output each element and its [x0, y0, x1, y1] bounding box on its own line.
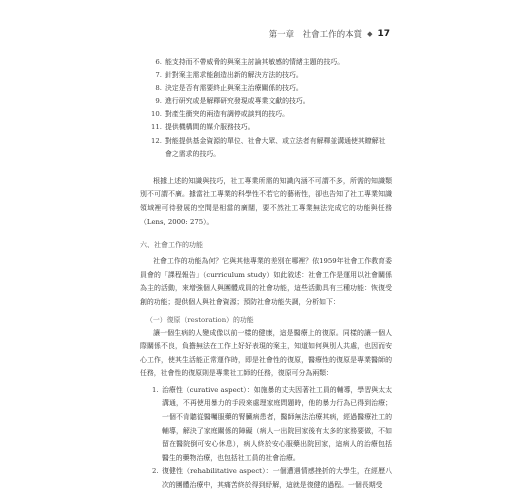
list-item [152, 384, 392, 466]
body-paragraph: 社會工作的功能為何？它與其他專業的差別在哪裡？依1959年社會工作教育委員會的「課程報告」（curriculum study）如此敘述：社會工作是運用以社會關係為主的活動，來增強個人與團體成員的社會功能，這些活動具有三種功能：恢復受創的功能；提供個人與社會資源；預防社會功能失調，分析如下： [140, 257, 392, 306]
list-item [140, 95, 392, 108]
list-item [140, 56, 392, 69]
list-item [140, 121, 392, 134]
list-item-text: 決定是否有需要終止與案主治療關係的技巧。 [165, 84, 303, 93]
running-header [269, 28, 390, 40]
list-item-number: 10. [151, 110, 162, 119]
diamond-separator-icon: ◆ [367, 30, 373, 38]
list-item-number: 12. [151, 136, 162, 145]
list-item-text: 治療性（curative aspect）：如施暴的丈夫因著社工員的輔導，學習與太太溝通，不再使用暴力的手段來處理家庭問題時，他的暴力行為已得到治療；一個不肯聽從醫囑服藥的腎臟病患者，醫師無法治療其病，經過醫療社工的輔導，解決了家庭關係的障礙（病人一出院回家後有太多的家務要做，不如留在醫院倒可安心休息），病人終於安心服藥出院回家，這病人的治療包括醫生的藥物治療，也包括社工員的社會治療。 [162, 385, 392, 462]
list-item-text: 針對案主需求能創造出新的解決方法的技巧。 [165, 71, 303, 80]
list-item-number: 7. [155, 71, 162, 80]
body-paragraph: 讓一個生病的人變成像以前一樣的健康，這是醫療上的復原。同樣的讓一個人際關係不良，負擔無法在工作上好好表現的案主，知道如何與別人共處，也因而安心工作，使其生活能正常運作時，即是社會性的復原，醫療性的復原是專業醫師的任務，社會性的復原則是專業社工師的任務，復原可分為兩類： [140, 328, 392, 378]
list-item-text: 對能提供基金資源的單位、社會大眾、或立法者有解釋並溝通使其瞭解社會之需求的技巧。 [165, 136, 386, 158]
list-item-number: 9. [155, 97, 162, 106]
list-item-text: 進行研究或是解釋研究發現或專業文獻的技巧。 [165, 97, 310, 106]
page-body [140, 56, 392, 493]
list-item [140, 135, 392, 161]
list-item-number: 11. [151, 123, 162, 132]
list-item-number: 6. [155, 58, 162, 66]
list-item-text: 復健性（rehabilitative aspect）：一個遭遇情感挫折的大學生，在經歷八次的團體治療中，其痛苦終於得到紓解，這就是復健的過程。一個長期受 [162, 467, 392, 490]
chapter-title: 第一章 社會工作的本質 [268, 30, 363, 40]
list-item-text: 提供機構間的媒介服務技巧。 [165, 123, 255, 132]
list-item-number: 8. [155, 84, 162, 93]
body-paragraph: 根據上述的知識與技巧，社工專業所需的知識內涵不可謂不多，所需的知識類別不可謂不廣。據當社工專業的科學性不若它的藝術性，卻也告知了社工專業知識領域裡可待發展的空間是相當的廣闊，要不然社工專業無法完成它的功能與任務（Lens, 2000: 275）。 [140, 176, 392, 226]
subsection-heading: （一）復原（restoration）的功能 [146, 315, 254, 324]
list-item-number: 1. [152, 385, 159, 394]
list-item [140, 108, 392, 121]
list-item-text: 對產生衝突的兩造有調停或談判的技巧。 [165, 110, 290, 119]
list-item [152, 465, 392, 492]
restoration-types-list [152, 384, 392, 493]
page-number: 17 [377, 29, 390, 39]
list-item [140, 69, 392, 82]
section-heading: 六、社會工作的功能 [140, 241, 203, 250]
list-item [140, 82, 392, 95]
list-item-number: 2. [152, 467, 159, 476]
list-item-text: 能支持而不帶威脅的與案主討論其敏感的情緒主題的技巧。 [165, 58, 345, 66]
skills-list [140, 56, 392, 161]
